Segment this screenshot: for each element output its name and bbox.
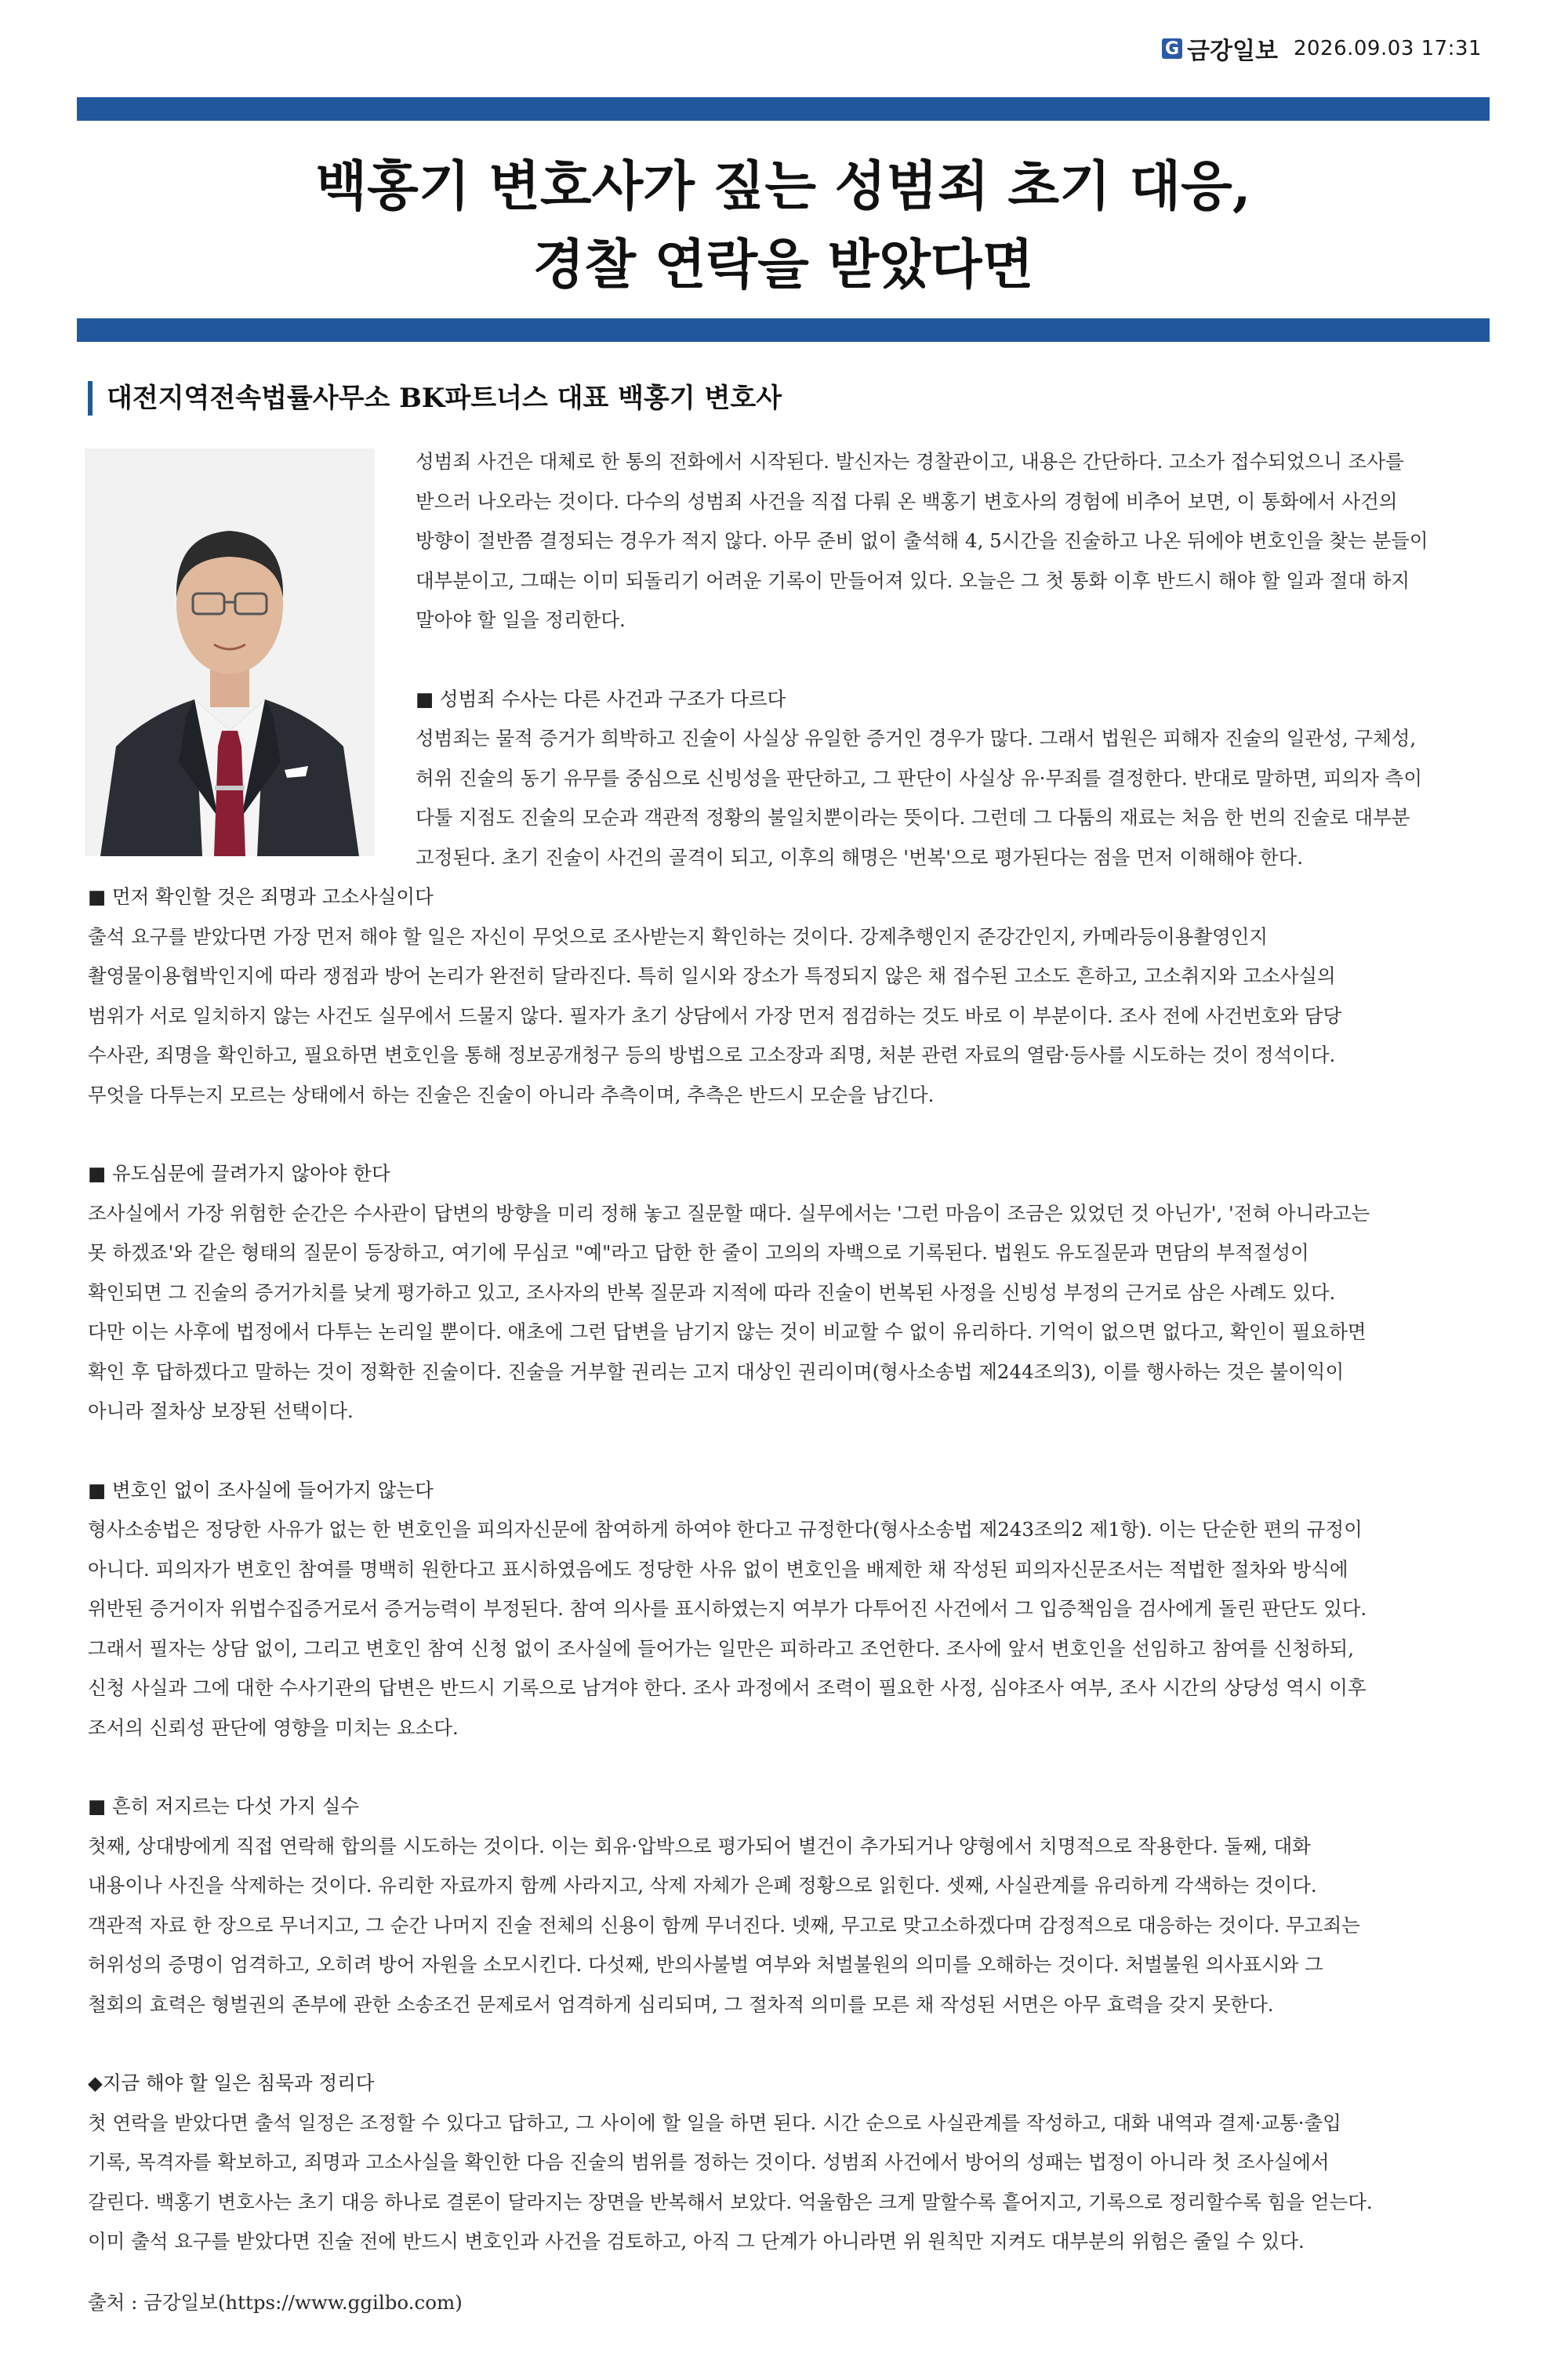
- section-heading: ◆지금 해야 할 일은 침묵과 정리다: [88, 2071, 375, 2094]
- intro-paragraph: [88, 442, 1483, 877]
- paragraph-line: 철회의 효력은 형벌권의 존부에 관한 소송조건 문제로서 엄격하게 심리되며, 그 절차적 의미를 모른 채 작성된 서면은 아무 효력을 갖지 못한다.: [88, 1992, 1274, 2016]
- section-heading: ■ 흔히 저지르는 다섯 가지 실수: [88, 1795, 360, 1817]
- intro-line: 성범죄 사건은 대체로 한 통의 전화에서 시작된다. 발신자는 경찰관이고, 내용은 간단하다. 고소가 접수되었으니 조사를: [416, 450, 1404, 473]
- headline-line-2: 경찰 연락을 받았다면: [532, 234, 1034, 296]
- paragraph-line: 무엇을 다투는지 모르는 상태에서 하는 진술은 진술이 아니라 추측이며, 추측은 반드시 모순을 남긴다.: [88, 1083, 935, 1106]
- paragraph-line: 이미 출석 요구를 받았다면 진술 전에 반드시 변호인과 사건을 검토하고, 아직 그 단계가 아니라면 위 원칙만 지켜도 대부분의 위험은 줄일 수 있다.: [88, 2230, 1305, 2253]
- section-6: [88, 2064, 1483, 2262]
- bottom-divider: [77, 318, 1490, 342]
- article-byline: 대전지역전속법률사무소 BK파트너스 대표 백홍기 변호사: [88, 381, 782, 416]
- section-heading: ■ 변호인 없이 조사실에 들어가지 않는다: [88, 1478, 434, 1501]
- paragraph-line: 내용이나 사진을 삭제하는 것이다. 유리한 자료까지 함께 사라지고, 삭제 자체가 은폐 정황으로 읽힌다. 셋째, 사실관계를 유리하게 각색하는 것이다.: [88, 1874, 1317, 1897]
- paragraph-line: 아니라 절차상 보장된 선택이다.: [88, 1400, 354, 1422]
- paragraph-line: 확인되면 그 진술의 증거가치를 낮게 평가하고 있고, 조사자의 반복 질문과 지적에 따라 진술이 번복된 사정을 신빙성 부정의 근거로 삼은 사례도 있다.: [88, 1280, 1336, 1304]
- paragraph-line: 다툴 지점도 진술의 모순과 객관적 정황의 불일치뿐이라는 뜻이다. 그런데 그 다툼의 재료는 처음 한 번의 진술로 대부분: [416, 806, 1410, 829]
- headline-line-1: 백홍기 변호사가 짚는 성범죄 초기 대응,: [315, 155, 1251, 218]
- publish-datetime: 2026.09.03 17:31: [1293, 37, 1482, 60]
- section-heading: ■ 유도심문에 끌려가지 않아야 한다: [88, 1162, 390, 1185]
- paragraph-line: 갈린다. 백홍기 변호사는 초기 대응 하나로 결론이 달라지는 장면을 반복해서 보았다. 억울함은 크게 말할수록 흩어지고, 기록으로 정리할수록 힘을 얻는다.: [88, 2190, 1373, 2213]
- paragraph-line: 그래서 필자는 상담 없이, 그리고 변호인 참여 신청 없이 조사실에 들어가는 일만은 피하라고 조언한다. 조사에 앞서 변호인을 선임하고 참여를 신청하되,: [88, 1636, 1355, 1660]
- paragraph-line: 신청 사실과 그에 대한 수사기관의 답변은 반드시 기록으로 남겨야 한다. 조사 과정에서 조력이 필요한 사정, 심야조사 여부, 조사 시간의 상당성 역시 이후: [88, 1676, 1367, 1699]
- paragraph-line: 첫 연락을 받았다면 출석 일정은 조정할 수 있다고 답하고, 그 사이에 할 일을 하면 된다. 시간 순으로 사실관계를 작성하고, 대화 내역과 결제·교통·출입: [88, 2111, 1341, 2134]
- logo-mark-icon: G: [1162, 38, 1182, 59]
- article-headline: [77, 147, 1490, 304]
- paragraph-line: 형사소송법은 정당한 사유가 없는 한 변호인을 피의자신문에 참여하게 하여야 한다고 규정한다(형사소송법 제243조의2 제1항). 이는 단순한 편의 규정이: [88, 1518, 1363, 1541]
- paragraph-line: 허위성의 증명이 엄격하고, 오히려 방어 자원을 소모시킨다. 다섯째, 반의사불벌 여부와 처벌불원의 의미를 오해하는 것이다. 처벌불원 의사표시와 그: [88, 1953, 1323, 1976]
- section-heading: ■ 먼저 확인할 것은 죄명과 고소사실이다: [88, 885, 434, 908]
- intro-line: 방향이 절반쯤 결정되는 경우가 적지 않다. 아무 준비 없이 출석해 4, 5시간을 진술하고 나온 뒤에야 변호인을 찾는 분들이: [416, 529, 1428, 552]
- logo-text: 금강일보: [1187, 38, 1278, 65]
- article-body: [88, 442, 1483, 2262]
- paragraph-line: 성범죄는 물적 증거가 희박하고 진술이 사실상 유일한 증거인 경우가 많다. 그래서 법원은 피해자 진술의 일관성, 구체성,: [416, 727, 1417, 750]
- paragraph-line: 확인 후 답하겠다고 말하는 것이 정확한 진술이다. 진술을 거부할 권리는 고지 대상인 권리이며(형사소송법 제244조의3), 이를 행사하는 것은 불이익이: [88, 1360, 1345, 1383]
- top-divider: [77, 97, 1490, 121]
- masthead: [1162, 31, 1482, 66]
- intro-line: 말아야 할 일을 정리한다.: [416, 608, 626, 631]
- paragraph-line: 고정된다. 초기 진술이 사건의 골격이 되고, 이후의 해명은 '번복'으로 평가된다는 점을 먼저 이해해야 한다.: [416, 845, 1304, 869]
- intro-line: 대부분이고, 그때는 이미 되돌리기 어려운 기록이 만들어져 있다. 오늘은 그 첫 통화 이후 반드시 해야 할 일과 절대 하지: [416, 568, 1410, 592]
- article-source[interactable]: 출처 : 금강일보(https://www.ggilbo.com): [88, 2291, 463, 2314]
- paragraph-line: 조서의 신뢰성 판단에 영향을 미치는 요소다.: [88, 1716, 459, 1739]
- paragraph-line: 조사실에서 가장 위험한 순간은 수사관이 답변의 방향을 미리 정해 놓고 질문할 때다. 실무에서는 '그런 마음이 조금은 있었던 것 아닌가', '전혀 아니라고는: [88, 1201, 1370, 1225]
- section-3: [88, 1154, 1483, 1432]
- paragraph-line: 범위가 서로 일치하지 않는 사건도 실무에서 드물지 않다. 필자가 초기 상담에서 가장 먼저 점검하는 것도 바로 이 부분이다. 조사 전에 사건번호와 담당: [88, 1004, 1342, 1027]
- paragraph-line: 촬영물이용협박인지에 따라 쟁점과 방어 논리가 완전히 달라진다. 특히 일시와 장소가 특정되지 않은 채 접수된 고소도 흔하고, 고소취지와 고소사실의: [88, 964, 1336, 987]
- paragraph-line: 수사관, 죄명을 확인하고, 필요하면 변호인을 통해 정보공개청구 등의 방법으로 고소장과 죄명, 처분 관련 자료의 열람·등사를 시도하는 것이 정석이다.: [88, 1044, 1336, 1066]
- section-heading: ■ 성범죄 수사는 다른 사건과 구조가 다르다: [416, 687, 786, 710]
- section-2: [88, 877, 1483, 1115]
- intro-line: 받으러 나오라는 것이다. 다수의 성범죄 사건을 직접 다뤄 온 백홍기 변호사의 경험에 비추어 보면, 이 통화에서 사건의: [416, 489, 1398, 513]
- paragraph-line: 못 하겠죠'와 같은 형태의 질문이 등장하고, 여기에 무심코 "예"라고 답한 한 줄이 고의의 자백으로 기록된다. 법원도 유도질문과 면담의 부적절성이: [88, 1241, 1309, 1264]
- section-4: [88, 1471, 1483, 1748]
- paragraph-line: 객관적 자료 한 장으로 무너지고, 그 순간 나머지 진술 전체의 신용이 함께 무너진다. 넷째, 무고로 맞고소하겠다며 감정적으로 대응하는 것이다. 무고죄는: [88, 1913, 1360, 1937]
- paragraph-line: 기록, 목격자를 확보하고, 죄명과 고소사실을 확인한 다음 진술의 범위를 정하는 것이다. 성범죄 사건에서 방어의 성패는 법정이 아니라 첫 조사실에서: [88, 2151, 1330, 2173]
- paragraph-line: 첫째, 상대방에게 직접 연락해 합의를 시도하는 것이다. 이는 회유·압박으로 평가되어 별건이 추가되거나 양형에서 치명적으로 작용한다. 둘째, 대화: [88, 1834, 1311, 1857]
- paragraph-line: 아니다. 피의자가 변호인 참여를 명백히 원한다고 표시하였음에도 정당한 사유 없이 변호인을 배제한 채 작성된 피의자신문조서는 적법한 절차와 방식에: [88, 1557, 1348, 1581]
- section-5: [88, 1787, 1483, 2024]
- paragraph-line: 위반된 증거이자 위법수집증거로서 증거능력이 부정된다. 참여 의사를 표시하였는지 여부가 다투어진 사건에서 그 입증책임을 검사에게 돌린 판단도 있다.: [88, 1597, 1367, 1620]
- paragraph-line: 다만 이는 사후에 법정에서 다투는 논리일 뿐이다. 애초에 그런 답변을 남기지 않는 것이 비교할 수 없이 유리하다. 기억이 없으면 없다고, 확인이 필요하면: [88, 1320, 1367, 1343]
- site-logo[interactable]: [1162, 31, 1278, 66]
- paragraph-line: 허위 진술의 동기 유무를 중심으로 신빙성을 판단하고, 그 판단이 사실상 유·무죄를 결정한다. 반대로 말하면, 피의자 측이: [416, 766, 1422, 790]
- paragraph-line: 출석 요구를 받았다면 가장 먼저 해야 할 일은 자신이 무엇으로 조사받는지 확인하는 것이다. 강제추행인지 준강간인지, 카메라등이용촬영인지: [88, 924, 1269, 948]
